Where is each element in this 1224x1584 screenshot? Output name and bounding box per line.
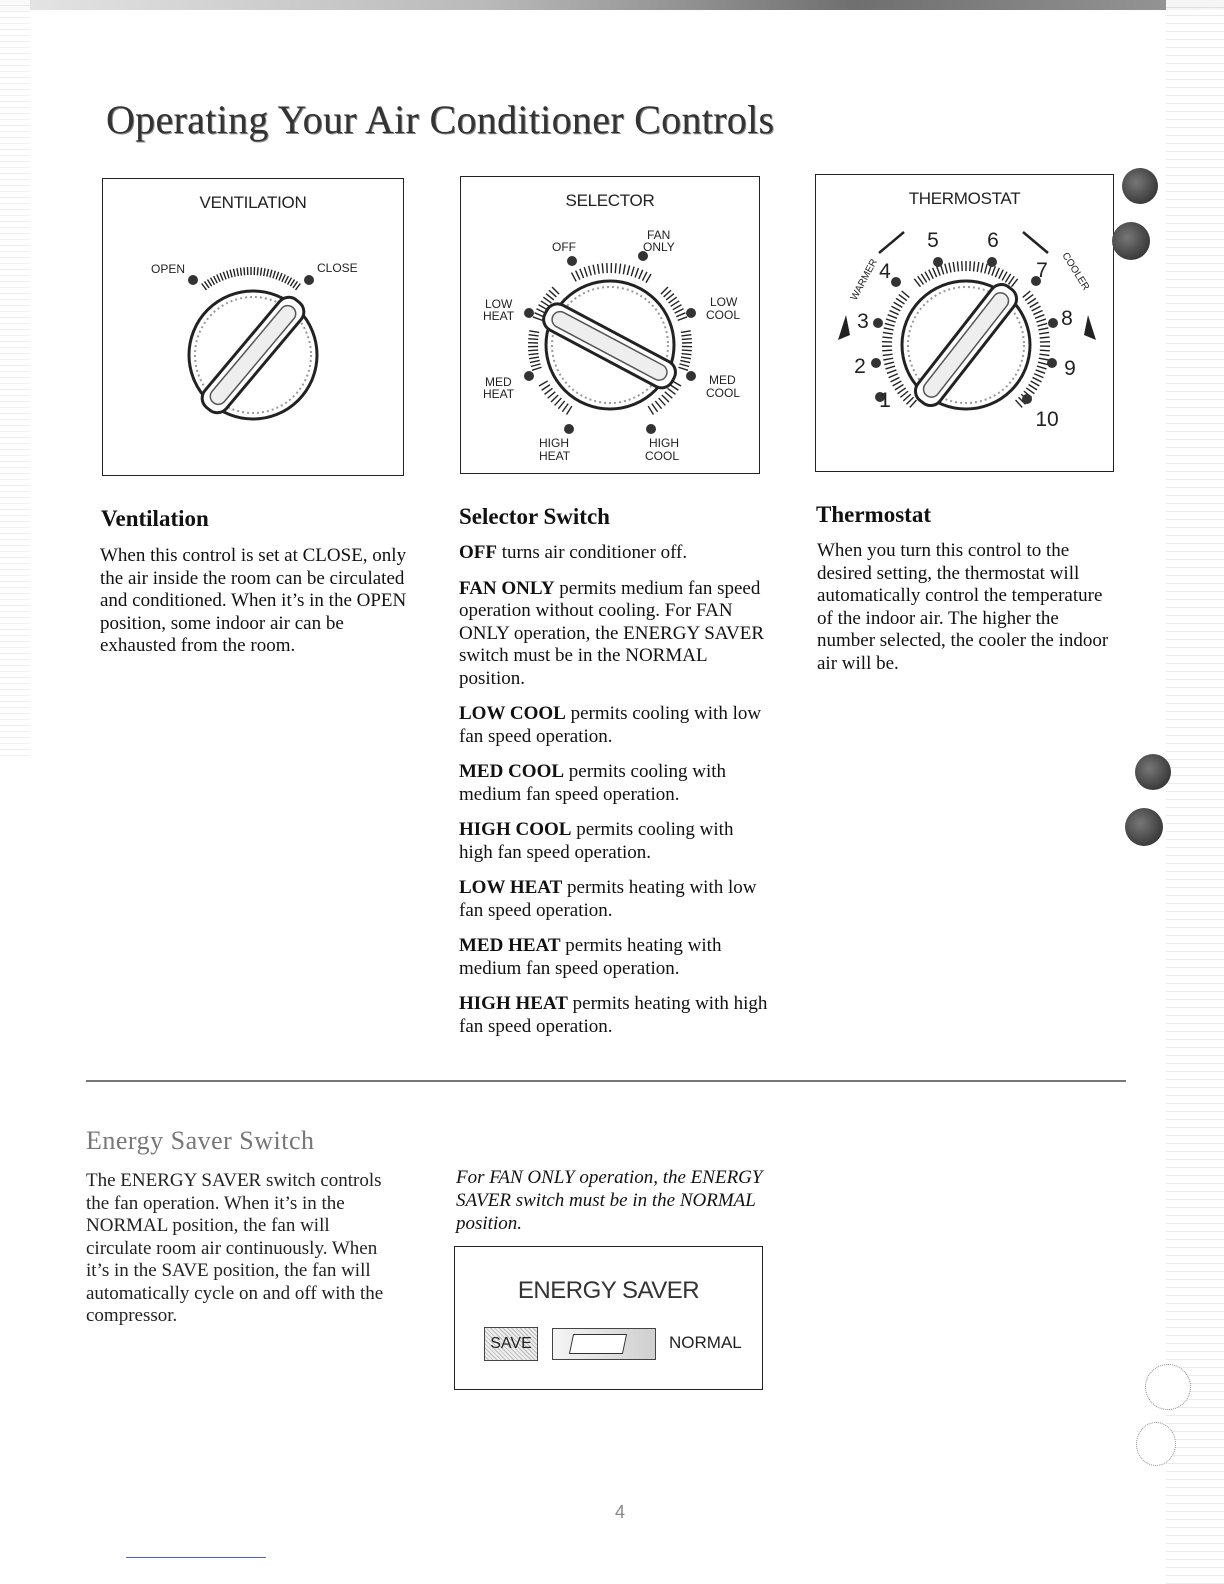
selector-item-high-heat [459,993,769,1038]
ventilation-tick [270,270,272,278]
thermostat-tick [899,295,907,301]
thermostat-number-5: 5 [927,229,939,252]
normal-label: NORMAL [669,1333,742,1352]
thermostat-number-4: 4 [879,260,891,283]
thermostat-setting-dot [987,257,997,267]
selector-tick [682,339,692,340]
selector-tick [668,388,676,394]
ventilation-tick [261,268,262,276]
thermostat-tick [1026,388,1034,394]
thermostat-tick [884,362,894,364]
thermostat-tick [1005,274,1010,282]
thermostat-tick [1028,298,1036,304]
thermostat-tick [887,370,896,373]
ventilation-tick [279,273,282,280]
thermostat-tick [902,291,910,297]
selector-tick [681,357,691,359]
selector-item-low-cool [459,703,769,748]
thermostat-tick [1033,310,1042,314]
thermostat-tick [1029,385,1037,390]
selector-tick [646,274,651,283]
ventilation-tick [282,274,285,281]
thermostat-dial-panel [815,174,1114,472]
selector-tick [681,335,691,336]
thermostat-tick [886,319,896,322]
selector-tick [552,287,559,294]
thermostat-tick [889,374,898,378]
selector-tick [529,331,539,333]
selector-tick [549,290,556,297]
thermostat-tick [995,268,999,277]
selector-tick [666,294,674,300]
selector-tick [675,309,684,313]
selector-tick [682,350,692,351]
thermostat-tick [933,268,937,277]
thermostat-setting-dot [873,318,883,328]
selector-term-text: permits cooling with high fan speed operation. [459,819,734,863]
binder-hole-icon [1145,1364,1191,1410]
selector-high-heat-high: HIGH [539,436,569,450]
selector-tick [665,392,673,398]
ventilation-tick [240,268,241,276]
selector-tick [589,266,592,276]
selector-low-heat-low: LOW [485,297,513,311]
selector-term-text: permits medium fan speed operation without cooling. For FAN ONLY operation, the ENERGY SAVER switch must be in the NORMAL position. [459,577,765,689]
selector-dial-panel [460,176,760,474]
thermostat-tick [945,264,948,274]
thermostat-tick [921,274,926,282]
thermostat-tick [1039,332,1049,333]
vent-close-label: CLOSE [317,261,358,275]
thermostat-tick [1025,295,1033,301]
thermostat-tick [888,315,897,319]
thermostat-tick [1033,377,1042,381]
selector-tick [681,354,691,355]
selector-tick [680,360,690,362]
selector-tick [669,297,677,303]
cooler-arc-mark [1023,232,1048,253]
ventilation-tick [273,271,275,279]
thermostat-number-2: 2 [854,355,866,378]
selector-term: LOW COOL [459,703,566,724]
selector-fan-label: FAN [647,228,671,242]
thermostat-number-1: 1 [879,389,891,412]
ventilation-tick [267,269,269,277]
thermostat-tick [941,265,944,275]
thermostat-setting-dot [1047,358,1057,368]
ventilation-tick [285,276,289,283]
ventilation-tick [276,272,279,280]
thermostat-tick [883,332,893,333]
selector-only-label: ONLY [643,240,675,254]
selector-tick [572,273,577,282]
section-divider [86,1080,1126,1082]
thermostat-tick [992,266,995,275]
thermostat-tick [974,261,975,271]
selector-tick [659,398,666,405]
ventilation-tick [288,278,292,285]
thermostat-tick [957,261,958,271]
ventilation-tick [227,271,229,279]
thermostat-number-9: 9 [1064,357,1076,380]
selector-dial-graphic [461,177,759,473]
selector-tick [639,270,643,279]
thermostat-tick [949,263,951,273]
ventilation-tick [233,269,235,277]
selector-tick [615,263,616,273]
selector-term-text: permits cooling with low fan speed operation. [459,703,762,747]
selector-tick [664,290,671,297]
ventilation-tick [207,280,211,287]
thermostat-tick [1038,323,1048,326]
thermostat-setting-dot [933,257,943,267]
energy-saver-note: For FAN ONLY operation, the ENERGY SAVER switch must be in the NORMAL position. [456,1167,763,1234]
thermostat-tick [883,358,893,360]
energy-saver-panel [454,1246,763,1390]
binder-hole-icon [1135,754,1171,790]
thermostat-number-8: 8 [1061,307,1073,330]
selector-tick [529,335,539,336]
thermostat-tick [1038,362,1048,364]
thermostat-heading: Thermostat [816,502,931,527]
scan-right-edge [1166,0,1224,1584]
selector-med-heat-heat: HEAT [483,387,515,401]
selector-low-cool-cool: COOL [706,308,741,322]
thermostat-tick [929,270,933,279]
thermostat-tick [981,263,983,273]
selector-tick [635,268,638,277]
selector-tick [567,406,572,414]
selector-tick [655,401,661,409]
selector-tick [678,367,688,370]
selector-tick [528,350,538,351]
selector-tick [545,388,553,394]
thermostat-tick [896,298,904,304]
scan-top-edge [0,0,1224,10]
selector-tick [529,357,539,359]
vent-open-label: OPEN [151,262,186,276]
selector-tick [551,395,558,402]
selector-med-cool-cool: COOL [706,386,741,400]
selector-tick [548,392,556,398]
thermostat-tick [962,261,963,271]
selector-term-text: turns air conditioner off. [497,542,688,563]
selector-tick [661,287,668,294]
thermostat-description: When you turn this control to the desired setting, the thermostat will automatically control the temperature of the indoor air. The higher the number selected, the cooler the indoor air will be. [817,540,1109,674]
ventilation-tick [290,280,294,287]
selector-panel-label: SELECTOR [565,191,655,210]
selector-item-fan-only [459,578,769,691]
selector-term-text: permits cooling with medium fan speed operation. [459,761,727,805]
thermostat-tick [1037,366,1047,369]
ventilation-tick [214,276,218,283]
thermostat-tick [894,302,903,307]
thermostat-tick [1031,381,1040,386]
thermostat-tick [925,272,930,281]
selector-tick [602,263,603,273]
selector-tick [530,360,540,362]
selector-tick [529,354,539,355]
selector-tick [593,265,595,275]
selector-term-text: permits heating with high fan speed operation. [459,993,768,1037]
footer-underline [126,1557,266,1558]
thermostat-tick [898,388,906,394]
thermostat-tick [1034,374,1043,378]
thermostat-tick [882,337,892,338]
selector-med-cool-med: MED [709,373,736,387]
selector-term: HIGH HEAT [459,993,568,1014]
thermostat-number-6: 6 [987,229,999,252]
warmer-arrow-icon [838,315,850,340]
selector-tick [662,395,669,402]
thermostat-cooler-label: COOLER [1059,250,1092,293]
thermostat-tick [1030,302,1039,307]
selector-tick [546,294,554,300]
selector-low-cool-low: LOW [710,295,738,309]
thermostat-number-7: 7 [1036,259,1048,282]
selector-tick [673,305,682,310]
selector-tick [555,398,562,405]
selector-tick [670,385,678,391]
selector-tick [532,367,542,370]
selector-tick [619,264,620,274]
thermostat-tick [999,270,1003,279]
thermostat-tick [885,366,895,369]
thermostat-tick [1002,272,1007,281]
selector-tick [623,264,625,274]
ventilation-tick [296,284,301,290]
thermostat-setting-dot [871,358,881,368]
energy-saver-description: The ENERGY SAVER switch controls the fan operation. When it’s in the NORMAL position, the fan will circulate room air continuously. When it’s in the SAVE position, the fan will automatically cycle on and off with the compressor. [86,1170,384,1326]
ventilation-tick [293,281,298,288]
selector-term: MED HEAT [459,935,561,956]
energy-saver-heading: Energy Saver Switch [86,1126,315,1155]
scan-left-edge [0,0,30,760]
thermostat-number-3: 3 [857,310,869,333]
selector-high-cool-high: HIGH [649,436,679,450]
ventilation-tick [244,267,245,275]
selector-tick [543,297,551,303]
selector-tick [652,404,658,412]
ventilation-tick [205,281,210,288]
thermostat-tick [970,261,971,271]
selector-descriptions [459,542,769,1051]
selector-tick [676,313,685,317]
thermostat-tick [893,381,902,386]
selector-high-cool-cool: COOL [645,449,680,463]
selector-tick [562,404,568,412]
selector-term: FAN ONLY [459,577,555,599]
ventilation-heading: Ventilation [101,506,209,531]
thermostat-tick [906,397,913,404]
ventilation-tick [210,278,214,285]
thermostat-tick [1040,350,1050,351]
thermostat-tick [883,354,893,355]
ventilation-description: When this control is set at CLOSE, only the air inside the room can be circulated and conditioned. When it’s in the OPEN position, some indoor air can be exhausted from the room. [100,545,407,656]
selector-tick [528,339,538,340]
selector-tick [679,364,689,367]
thermostat-setting-dot [891,277,901,287]
selector-item-high-cool [459,819,769,864]
selector-term: MED COOL [459,761,565,782]
ventilation-tick [257,267,258,275]
ventilation-tick [217,274,220,281]
page-number: 4 [614,1502,625,1522]
thermostat-tick [1040,337,1050,338]
ventilation-tick [237,268,238,276]
thermostat-tick [1032,306,1041,311]
thermostat-tick [977,262,979,272]
selector-high-heat-heat: HEAT [539,449,571,463]
selector-item-low-heat [459,877,769,922]
binder-hole-icon [1136,1422,1176,1466]
ventilation-dial-graphic [103,179,403,475]
selector-term: LOW HEAT [459,877,563,898]
selector-tick [542,385,550,391]
selector-heading: Selector Switch [459,504,610,529]
selector-tick [671,301,679,306]
thermostat-tick [895,385,903,390]
selector-tick [598,264,600,274]
selector-tick [541,301,549,306]
ventilation-tick [230,270,232,278]
selector-tick [558,401,564,409]
selector-tick [539,381,548,386]
thermostat-tick [1023,291,1031,297]
thermostat-tick [903,394,910,401]
ventilation-tick [264,268,265,276]
selector-tick [642,272,647,281]
selector-tick [580,269,584,278]
thermostat-tick [889,310,898,314]
thermostat-tick [885,323,895,326]
energy-saver-panel-label: ENERGY SAVER [517,1277,700,1304]
binder-hole-icon [1112,222,1150,260]
selector-tick [681,331,691,333]
selector-term-text: permits heating with low fan speed operation. [459,877,757,921]
selector-off-label: OFF [552,240,576,254]
thermostat-tick [1039,358,1049,360]
selector-tick [631,267,634,277]
switch-knob[interactable] [569,1334,627,1354]
selector-low-heat-heat: HEAT [483,309,515,323]
thermostat-tick [953,262,955,272]
selector-tick [584,267,587,276]
selector-tick [678,317,687,320]
selector-tick [533,317,542,320]
thermostat-tick [884,328,894,330]
thermostat-tick [1038,328,1048,330]
binder-hole-icon [1125,808,1163,846]
thermostat-number-10: 10 [1035,408,1059,431]
page-title: Operating Your Air Conditioner Controls [106,97,775,142]
thermostat-tick [1036,319,1046,322]
thermostat-panel-label: THERMOSTAT [908,189,1021,208]
selector-med-heat-med: MED [485,375,512,389]
selector-tick [648,406,653,414]
ventilation-panel-label: VENTILATION [199,193,307,212]
thermostat-tick [900,391,908,397]
thermostat-setting-dot [1022,394,1032,404]
selector-term: OFF [459,542,497,563]
energy-saver-switch[interactable] [552,1328,656,1360]
thermostat-dial-graphic [816,175,1113,471]
thermostat-warmer-label: WARMER [848,257,880,303]
ventilation-tick [223,272,226,280]
thermostat-tick [891,306,900,311]
thermostat-tick [1016,400,1023,407]
selector-item-med-heat [459,935,769,980]
thermostat-tick [1036,370,1045,373]
thermostat-tick [1035,315,1044,319]
selector-item-med-cool [459,761,769,806]
selector-tick [531,364,541,367]
selector-tick [627,265,629,275]
thermostat-tick [985,264,988,274]
save-button[interactable]: SAVE [484,1327,538,1361]
ventilation-tick [202,284,207,290]
thermostat-tick [937,266,940,275]
selector-term-text: permits heating with medium fan speed operation. [459,935,722,979]
thermostat-tick [882,350,892,351]
binder-hole-icon [1122,168,1158,204]
ventilation-tick [220,273,223,280]
selector-tick [576,271,580,280]
selector-tick [535,313,544,317]
ventilation-dial-panel [102,178,404,476]
warmer-arc-mark [879,232,904,253]
selector-term: HIGH COOL [459,819,572,840]
thermostat-tick [1039,354,1049,355]
selector-item-off [459,542,769,565]
cooler-arrow-icon [1084,315,1096,340]
thermostat-tick [910,400,917,407]
thermostat-tick [891,377,900,381]
thermostat-setting-dot [1048,318,1058,328]
